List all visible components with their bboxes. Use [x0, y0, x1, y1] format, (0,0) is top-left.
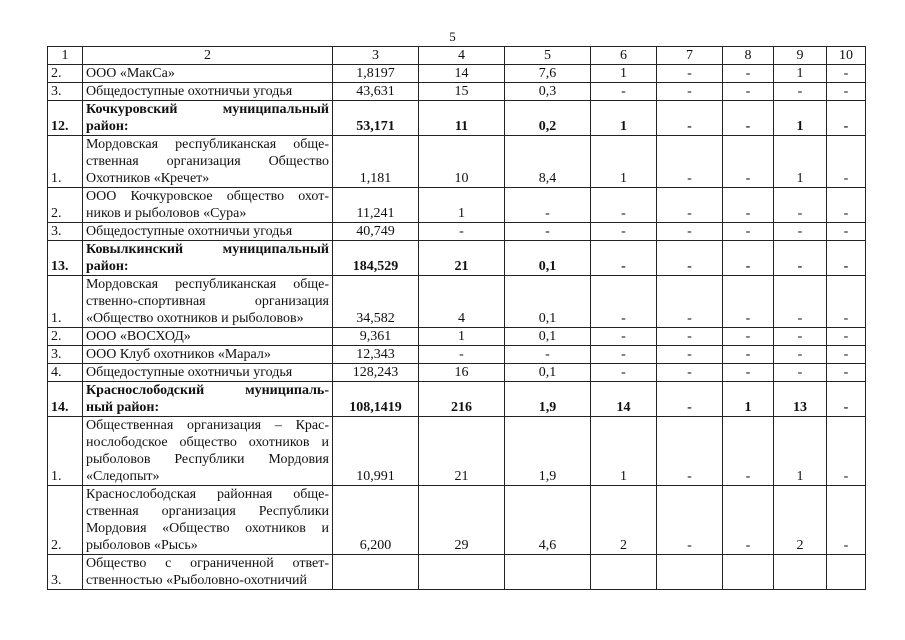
value-cell: 34,582: [333, 276, 419, 328]
organization-name: [83, 136, 333, 188]
value-cell: -: [591, 276, 657, 328]
table-row: [48, 346, 866, 364]
value-cell: [774, 555, 827, 590]
value-cell: -: [657, 486, 723, 555]
value-cell: -: [723, 364, 774, 382]
value-cell: -: [827, 101, 866, 136]
value-cell: [333, 555, 419, 590]
value-cell: 9,361: [333, 328, 419, 346]
value-cell: 0,1: [505, 328, 591, 346]
organization-name-line: ООО Клуб охотников «Марал»: [86, 347, 271, 362]
organization-name-line: ный район:: [86, 400, 160, 415]
organization-name-line: Общедоступные охотничьи угодья: [86, 224, 293, 239]
organization-name: [83, 382, 333, 417]
row-number: 3.: [48, 346, 83, 364]
value-cell: -: [723, 101, 774, 136]
value-cell: 1: [591, 136, 657, 188]
organization-name-line: район:: [86, 259, 129, 274]
organization-name: [83, 346, 333, 364]
organization-name-line: Общественная организация – Крас-: [86, 418, 329, 433]
organization-name-line: «Общество охотников и рыболовов»: [86, 311, 304, 326]
value-cell: -: [774, 346, 827, 364]
value-cell: 1: [774, 136, 827, 188]
value-cell: -: [827, 486, 866, 555]
organization-name-line: ственно-спортивная организация: [86, 294, 329, 309]
value-cell: -: [505, 346, 591, 364]
value-cell: 1,9: [505, 417, 591, 486]
value-cell: 1: [591, 101, 657, 136]
value-cell: 11,241: [333, 188, 419, 223]
value-cell: -: [723, 328, 774, 346]
district-row: [48, 101, 866, 136]
value-cell: -: [827, 241, 866, 276]
table-row: [48, 417, 866, 486]
value-cell: 21: [419, 241, 505, 276]
value-cell: 11: [419, 101, 505, 136]
table-body: [48, 65, 866, 590]
table-row: [48, 555, 866, 590]
organization-name: [83, 223, 333, 241]
organization-name-line: Общество с ограниченной ответ-: [86, 556, 329, 571]
value-cell: -: [657, 417, 723, 486]
value-cell: 0,1: [505, 276, 591, 328]
value-cell: -: [657, 223, 723, 241]
value-cell: -: [419, 223, 505, 241]
table-row: [48, 486, 866, 555]
value-cell: -: [774, 241, 827, 276]
organization-name-line: нослободское общество охотников и: [86, 435, 329, 450]
value-cell: 1,8197: [333, 65, 419, 83]
row-number: 14.: [48, 382, 83, 417]
column-header: 10: [827, 47, 866, 65]
district-row: [48, 241, 866, 276]
value-cell: -: [591, 83, 657, 101]
value-cell: -: [774, 188, 827, 223]
table-row: [48, 65, 866, 83]
organization-name-line: рыболовов «Рысь»: [86, 538, 198, 553]
value-cell: 12,343: [333, 346, 419, 364]
value-cell: -: [657, 188, 723, 223]
column-header: 3: [333, 47, 419, 65]
row-number: 3.: [48, 555, 83, 590]
value-cell: -: [591, 241, 657, 276]
row-number: 1.: [48, 136, 83, 188]
value-cell: -: [774, 83, 827, 101]
value-cell: 16: [419, 364, 505, 382]
organization-name: [83, 328, 333, 346]
value-cell: -: [827, 83, 866, 101]
value-cell: 29: [419, 486, 505, 555]
value-cell: 8,4: [505, 136, 591, 188]
value-cell: -: [657, 65, 723, 83]
row-number: 4.: [48, 364, 83, 382]
value-cell: -: [827, 382, 866, 417]
value-cell: 128,243: [333, 364, 419, 382]
organization-name-line: Охотников «Кречет»: [86, 171, 210, 186]
value-cell: -: [657, 346, 723, 364]
value-cell: -: [723, 276, 774, 328]
value-cell: 216: [419, 382, 505, 417]
value-cell: 4: [419, 276, 505, 328]
value-cell: -: [723, 188, 774, 223]
organization-name-line: рыболовов Республики Мордовия: [86, 452, 329, 467]
table-row: [48, 223, 866, 241]
value-cell: 14: [419, 65, 505, 83]
value-cell: 1: [419, 188, 505, 223]
value-cell: -: [827, 223, 866, 241]
column-header: 7: [657, 47, 723, 65]
value-cell: 1: [723, 382, 774, 417]
table-row: [48, 364, 866, 382]
value-cell: -: [827, 188, 866, 223]
value-cell: -: [591, 223, 657, 241]
organization-name: [83, 188, 333, 223]
column-header: 6: [591, 47, 657, 65]
value-cell: -: [591, 188, 657, 223]
organization-name-line: ООО Кочкуровское общество охот-: [86, 189, 329, 204]
value-cell: [827, 555, 866, 590]
table-row: [48, 276, 866, 328]
value-cell: -: [591, 328, 657, 346]
value-cell: -: [723, 223, 774, 241]
value-cell: -: [505, 188, 591, 223]
value-cell: -: [774, 328, 827, 346]
organization-name-line: Мордовская республиканская обще-: [86, 277, 329, 292]
organization-name: [83, 555, 333, 590]
value-cell: -: [657, 101, 723, 136]
value-cell: -: [774, 276, 827, 328]
value-cell: -: [723, 486, 774, 555]
value-cell: 1,9: [505, 382, 591, 417]
value-cell: 43,631: [333, 83, 419, 101]
value-cell: 2: [591, 486, 657, 555]
value-cell: -: [723, 65, 774, 83]
value-cell: 108,1419: [333, 382, 419, 417]
value-cell: -: [827, 328, 866, 346]
value-cell: 1: [419, 328, 505, 346]
value-cell: 0,1: [505, 241, 591, 276]
value-cell: -: [657, 276, 723, 328]
value-cell: -: [723, 417, 774, 486]
value-cell: [591, 555, 657, 590]
value-cell: 40,749: [333, 223, 419, 241]
value-cell: -: [723, 136, 774, 188]
organization-name: [83, 241, 333, 276]
value-cell: 53,171: [333, 101, 419, 136]
row-number: 12.: [48, 101, 83, 136]
page-number: 5: [449, 29, 456, 44]
value-cell: 13: [774, 382, 827, 417]
value-cell: 10: [419, 136, 505, 188]
value-cell: [657, 555, 723, 590]
value-cell: -: [774, 223, 827, 241]
value-cell: 4,6: [505, 486, 591, 555]
value-cell: -: [657, 83, 723, 101]
value-cell: 7,6: [505, 65, 591, 83]
value-cell: 1: [774, 101, 827, 136]
organization-name: [83, 83, 333, 101]
organization-name-line: ственная организация Республики: [86, 504, 329, 519]
organization-name: [83, 364, 333, 382]
table-row: [48, 328, 866, 346]
organization-name-line: Мордовская республиканская обще-: [86, 137, 329, 152]
value-cell: -: [505, 223, 591, 241]
organization-name-line: Общедоступные охотничьи угодья: [86, 365, 293, 380]
hunting-grounds-table: [47, 46, 866, 590]
value-cell: -: [827, 417, 866, 486]
value-cell: -: [591, 346, 657, 364]
value-cell: 15: [419, 83, 505, 101]
table-row: [48, 188, 866, 223]
organization-name: [83, 65, 333, 83]
organization-name-line: Ковылкинский муниципальный: [86, 242, 329, 257]
value-cell: -: [723, 241, 774, 276]
district-row: [48, 382, 866, 417]
row-number: 2.: [48, 188, 83, 223]
value-cell: 1: [774, 417, 827, 486]
organization-name: [83, 486, 333, 555]
organization-name-line: Краснослободский муниципаль-: [86, 383, 329, 398]
value-cell: 0,3: [505, 83, 591, 101]
table-row: [48, 83, 866, 101]
organization-name-line: ственная организация Общество: [86, 154, 329, 169]
value-cell: [723, 555, 774, 590]
value-cell: [505, 555, 591, 590]
organization-name-line: ников и рыболовов «Сура»: [86, 206, 247, 221]
value-cell: 14: [591, 382, 657, 417]
value-cell: [419, 555, 505, 590]
value-cell: 10,991: [333, 417, 419, 486]
value-cell: 0,2: [505, 101, 591, 136]
value-cell: 1,181: [333, 136, 419, 188]
value-cell: -: [827, 276, 866, 328]
organization-name-line: ООО «МакСа»: [86, 66, 175, 81]
organization-name-line: Общедоступные охотничьи угодья: [86, 84, 293, 99]
value-cell: 1: [591, 417, 657, 486]
value-cell: -: [657, 136, 723, 188]
value-cell: -: [657, 328, 723, 346]
organization-name-line: Мордовия «Общество охотников и: [86, 521, 329, 536]
value-cell: -: [723, 346, 774, 364]
value-cell: -: [827, 65, 866, 83]
organization-name-line: ООО «ВОСХОД»: [86, 329, 191, 344]
value-cell: 184,529: [333, 241, 419, 276]
organization-name: [83, 276, 333, 328]
row-number: 1.: [48, 417, 83, 486]
organization-name-line: «Следопыт»: [86, 469, 160, 484]
column-header: 9: [774, 47, 827, 65]
value-cell: 0,1: [505, 364, 591, 382]
organization-name-line: район:: [86, 119, 129, 134]
organization-name: [83, 101, 333, 136]
value-cell: -: [419, 346, 505, 364]
organization-name-line: Краснослободская районная обще-: [86, 487, 329, 502]
organization-name: [83, 417, 333, 486]
row-number: 1.: [48, 276, 83, 328]
value-cell: 21: [419, 417, 505, 486]
row-number: 13.: [48, 241, 83, 276]
organization-name-line: ственностью «Рыболовно-охотничий: [86, 573, 308, 588]
table-row: [48, 136, 866, 188]
row-number: 2.: [48, 328, 83, 346]
organization-name-line: Кочкуровский муниципальный: [86, 102, 329, 117]
value-cell: -: [657, 382, 723, 417]
column-header: 2: [83, 47, 333, 65]
value-cell: -: [591, 364, 657, 382]
value-cell: -: [723, 83, 774, 101]
value-cell: 1: [591, 65, 657, 83]
header-row: [48, 47, 866, 65]
value-cell: 6,200: [333, 486, 419, 555]
row-number: 3.: [48, 83, 83, 101]
column-header: 1: [48, 47, 83, 65]
column-header: 4: [419, 47, 505, 65]
row-number: 2.: [48, 486, 83, 555]
column-header: 8: [723, 47, 774, 65]
row-number: 3.: [48, 223, 83, 241]
column-header: 5: [505, 47, 591, 65]
value-cell: -: [827, 346, 866, 364]
value-cell: -: [774, 364, 827, 382]
value-cell: -: [657, 364, 723, 382]
value-cell: -: [827, 136, 866, 188]
value-cell: 1: [774, 65, 827, 83]
row-number: 2.: [48, 65, 83, 83]
value-cell: 2: [774, 486, 827, 555]
value-cell: -: [657, 241, 723, 276]
value-cell: -: [827, 364, 866, 382]
